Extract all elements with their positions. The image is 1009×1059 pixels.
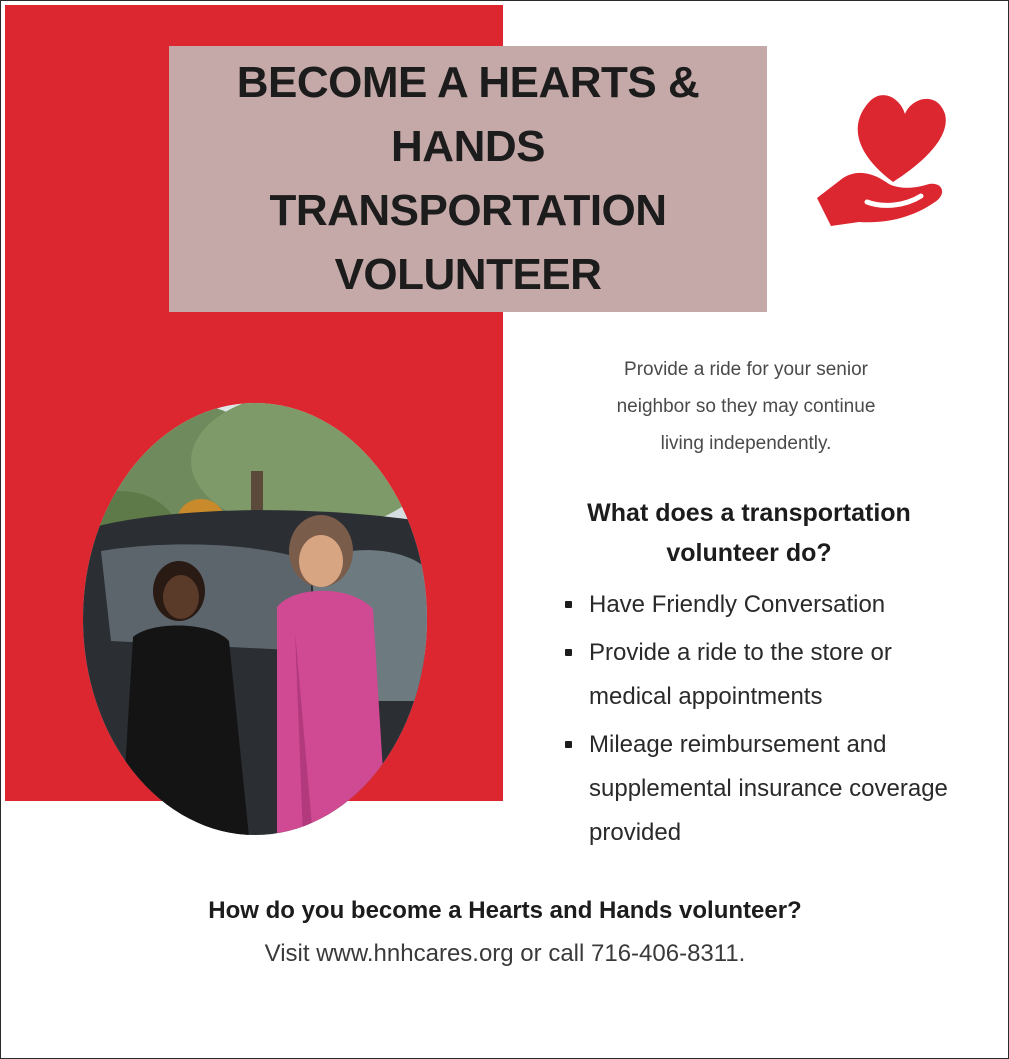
question-line-2: volunteer do?: [666, 539, 832, 567]
title-line-2: TRANSPORTATION: [269, 186, 667, 235]
intro-line-2: neighbor so they may continue: [616, 396, 876, 417]
intro-text: [561, 351, 931, 462]
question-line-1: What does a transportation: [587, 499, 911, 527]
list-item: [559, 583, 979, 627]
title-line-3: VOLUNTEER: [334, 250, 602, 299]
bullet-icon: [565, 741, 572, 748]
intro-line-3: living independently.: [660, 433, 832, 454]
volunteer-photo: [81, 401, 429, 837]
intro-line-1: Provide a ride for your senior: [624, 359, 868, 380]
list-item: [559, 631, 979, 719]
list-item: [559, 723, 979, 855]
title-line-1: BECOME A HEARTS & HANDS: [236, 58, 700, 171]
heart-in-hand-icon: [813, 86, 949, 236]
list-item-text: Provide a ride to the store or medical appointments: [589, 639, 892, 710]
contact-info: Visit www.hnhcares.org or call 716-406-8311.: [264, 940, 746, 967]
title-box: [169, 46, 767, 312]
duties-list: [559, 583, 979, 859]
list-item-text: Mileage reimbursement and supplemental insurance coverage provided: [589, 731, 948, 846]
list-item-text: Have Friendly Conversation: [589, 591, 886, 618]
bullet-icon: [565, 601, 572, 608]
question-heading: [549, 493, 949, 573]
cta-heading: How do you become a Hearts and Hands volunteer?: [208, 897, 802, 924]
bullet-icon: [565, 649, 572, 656]
